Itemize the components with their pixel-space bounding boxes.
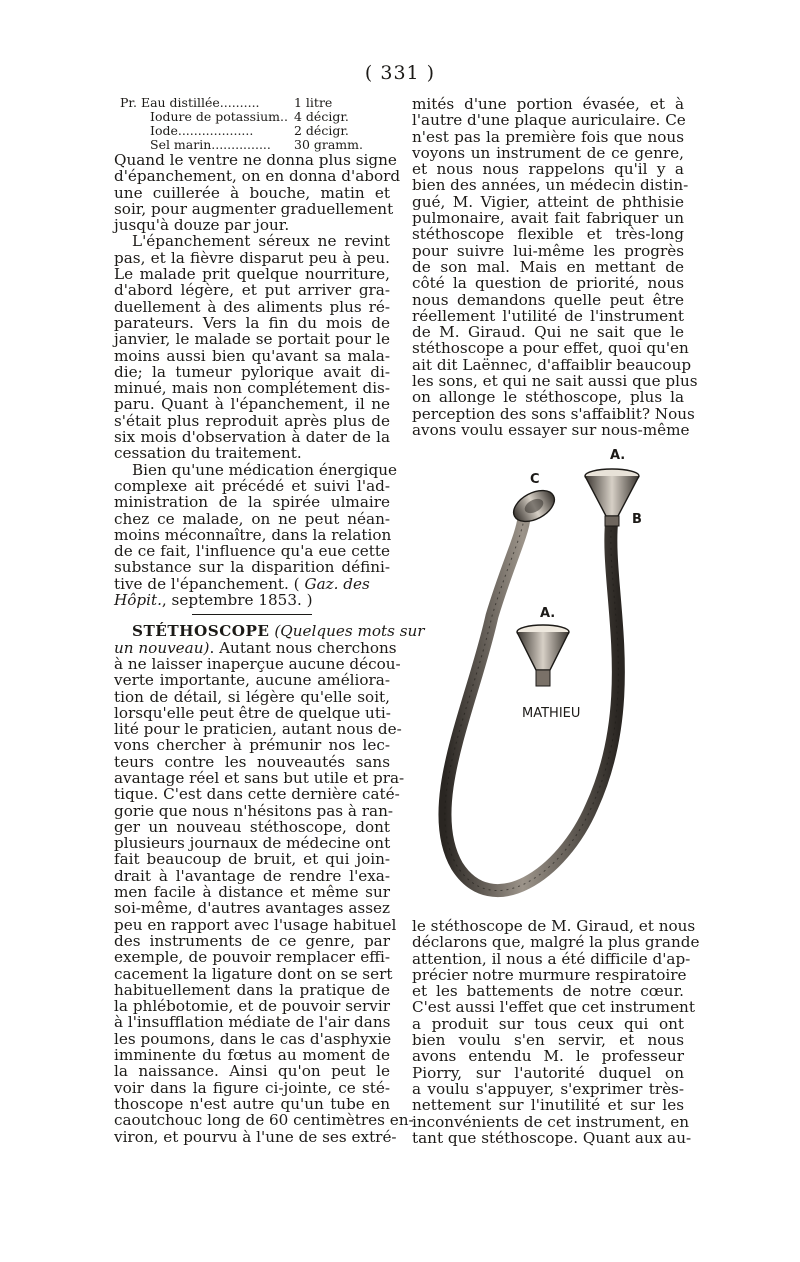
text-line: a voulu s'appuyer, s'exprimer très- xyxy=(412,1079,684,1098)
stetho-second-line xyxy=(114,638,397,657)
text-line: L'épanchement séreux ne revint xyxy=(132,232,390,251)
text-line: Piorry, sur l'autorité duquel on xyxy=(412,1063,684,1082)
text-line: stéthoscope flexible et très-long xyxy=(412,225,684,244)
paragraph-epanchement xyxy=(114,151,401,235)
page-number: ( 331 ) xyxy=(364,62,436,84)
text-line: les poumons, dans le cas d'asphyxie xyxy=(114,1029,392,1048)
label-b: B xyxy=(632,512,642,527)
text-line: tique. C'est dans cette dernière caté- xyxy=(114,785,400,804)
left-column xyxy=(114,95,425,1146)
funnel-top xyxy=(585,476,639,516)
text-line: gué, M. Vigier, atteint de phthisie xyxy=(412,192,684,211)
stetho-heading-line xyxy=(114,622,425,641)
text-line: Quand le ventre ne donna plus signe xyxy=(114,151,397,169)
prescription-row xyxy=(116,110,390,124)
text-line: d'abord légère, et put arriver gra- xyxy=(114,281,390,300)
maker-mark: MATHIEU xyxy=(522,706,581,721)
text-line: voir dans la figure ci-jointe, ce sté- xyxy=(114,1078,390,1097)
text-line: Le malade prit quelque nourriture, xyxy=(114,265,390,284)
text-line: et les battements de notre cœur. xyxy=(412,982,684,1001)
text-line: l'autre d'une plaque auriculaire. Ce xyxy=(412,111,686,130)
text-line: à l'insufflation médiate de l'air dans xyxy=(114,1013,391,1032)
section-subtitle-2: un nouveau) xyxy=(114,638,210,657)
paragraph-evolution xyxy=(114,233,390,461)
text-line: perception des sons s'affaiblit? Nous xyxy=(412,404,695,423)
text-line: de ce fait, l'influence qu'a eue cette xyxy=(114,542,390,561)
text-line: viron, et pourvu à l'une de ses extré- xyxy=(114,1127,397,1146)
section-heading: STÉTHOSCOPE xyxy=(132,622,270,641)
text-line: pulmonaire, avait fait fabriquer un xyxy=(412,209,684,228)
text-line: substance sur la disparition défini- xyxy=(114,558,390,577)
text-line: nous demandons quelle peut être xyxy=(412,290,684,309)
stethoscope-figure xyxy=(412,446,682,916)
rubber-tube xyxy=(445,518,618,891)
text-line: à ne laisser inaperçue aucune décou- xyxy=(114,654,401,673)
text-line: tion de détail, si légère qu'elle soit, xyxy=(114,687,390,706)
paragraph-stethoscope xyxy=(114,622,425,1146)
text-line: duellement à des aliments plus ré- xyxy=(114,297,390,316)
text-line: a produit sur tous ceux qui ont xyxy=(412,1014,684,1033)
text-line: voyons un instrument de ce genre, xyxy=(412,143,684,162)
prescription-row xyxy=(116,138,390,152)
ingredient: Sel marin............... xyxy=(150,137,271,152)
dose: 1 litre xyxy=(294,95,333,110)
section-subtitle: (Quelques mots sur xyxy=(274,622,425,641)
text-line: avantage réel et sans but utile et pra- xyxy=(114,768,405,787)
text-line: des instruments de ce genre, par xyxy=(114,931,390,950)
text-line: d'épanchement, on en donna d'abord xyxy=(114,167,401,186)
text-line: fait beaucoup de bruit, et qui join- xyxy=(114,850,390,869)
right-column-bottom xyxy=(412,917,700,1147)
text-line: lité pour le praticien, autant nous de- xyxy=(114,720,402,739)
text-line: réellement l'utilité de l'instrument xyxy=(412,306,684,325)
text-line: inconvénients de cet instrument, en xyxy=(412,1112,690,1131)
text-line: caoutchouc long de 60 centimètres en- xyxy=(114,1111,414,1130)
text-line: paru. Quant à l'épanchement, il ne xyxy=(114,395,390,414)
text-line: men facile à distance et même sur xyxy=(114,883,390,902)
prescription-row xyxy=(116,96,390,110)
text-line: Bien qu'une médication énergique xyxy=(132,460,398,479)
prescription-row xyxy=(116,124,390,138)
text-line: le stéthoscope de M. Giraud, et nous xyxy=(412,917,696,935)
text-line: côté la question de priorité, nous xyxy=(412,274,684,293)
text-line: moins méconnaître, dans la relation xyxy=(114,525,392,544)
text-line: cessation du traitement. xyxy=(114,444,302,463)
text-line: verte importante, aucune améliora- xyxy=(114,671,390,690)
citation-date: , septembre 1853. ) xyxy=(161,591,313,610)
text-line: avons voulu essayer sur nous-même xyxy=(412,420,690,439)
text-line: six mois d'observation à dater de la xyxy=(114,428,390,447)
text-line: ministration de la spirée ulmaire xyxy=(114,493,390,512)
text-line: bien voulu s'en servir, et nous xyxy=(412,1031,684,1050)
text-line: la naissance. Ainsi qu'on peut le xyxy=(114,1062,390,1081)
text-line: gorie que nous n'hésitons pas à ran- xyxy=(114,801,393,820)
text-line: parateurs. Vers la fin du mois de xyxy=(114,313,390,332)
text-line: soi-même, d'autres avantages assez xyxy=(114,899,390,918)
text-line: C'est aussi l'effet que cet instrument xyxy=(412,998,695,1017)
label-a-mid: A. xyxy=(540,606,556,621)
text-line: thoscope n'est autre qu'un tube en xyxy=(114,1094,390,1113)
text-line: de M. Giraud. Qui ne sait que le xyxy=(412,323,684,342)
text-line: pour suivre lui-même les progrès xyxy=(412,241,684,260)
text-line: drait à l'avantage de rendre l'exa- xyxy=(114,866,390,885)
text-line: stéthoscope a pour effet, quoi qu'en xyxy=(412,339,689,358)
text-line: on allonge le stéthoscope, plus la xyxy=(412,388,684,407)
text-line: avons entendu M. le professeur xyxy=(412,1047,684,1066)
text-line: janvier, le malade se portait pour le xyxy=(114,330,390,349)
text-line: cacement la ligature dont on se sert xyxy=(114,964,393,983)
text-line: teurs contre les nouveautés sans xyxy=(114,752,390,771)
text-line: pas, et la fièvre disparut peu à peu. xyxy=(114,248,390,267)
citation-journal: Gaz. des xyxy=(304,574,370,593)
dose: 30 gramm. xyxy=(294,137,363,152)
text-line: lorsqu'elle peut être de quelque uti- xyxy=(114,703,391,722)
text-line: déclarons que, malgré la plus grande xyxy=(412,933,700,952)
text-line: ait dit Laënnec, d'affaiblir beaucoup xyxy=(412,355,692,374)
ingredient: Iode................... xyxy=(150,123,254,138)
section-divider xyxy=(192,614,312,615)
ingredient: Iodure de potassium.. xyxy=(150,109,288,124)
right-column-top xyxy=(412,95,698,439)
dose: 4 décigr. xyxy=(294,109,349,124)
dose: 2 décigr. xyxy=(294,123,349,138)
paragraph-medication xyxy=(114,460,398,610)
text-line: jusqu'à douze par jour. xyxy=(114,216,290,235)
text-line: habituellement dans la pratique de xyxy=(114,980,390,999)
text-line: tant que stéthoscope. Quant aux au- xyxy=(412,1128,692,1147)
label-a-top: A. xyxy=(610,448,626,463)
text-line: mités d'une portion évasée, et à xyxy=(412,95,684,113)
text-line: chez ce malade, on ne peut néan- xyxy=(114,509,390,528)
text-line: attention, il nous a été difficile d'ap- xyxy=(412,949,691,968)
text-line: plusieurs journaux de médecine ont xyxy=(114,834,391,853)
text-line xyxy=(114,592,390,608)
text-line: de son mal. Mais en mettant de xyxy=(412,257,684,276)
text-line: précier notre murmure respiratoire xyxy=(412,965,687,984)
text-line: vons chercher à prémunir nos lec- xyxy=(114,736,390,755)
text-fragment: tive de l'épanchement. ( xyxy=(114,574,300,593)
ingredient: Pr. Eau distillée.......... xyxy=(120,95,260,110)
text-line: peu en rapport avec l'usage habituel xyxy=(114,915,397,934)
citation-journal-2: Hôpit. xyxy=(114,591,162,610)
text-line: et nous nous rappelons qu'il y a xyxy=(412,160,684,179)
text-line: imminente du fœtus au moment de xyxy=(114,1046,390,1065)
text-line xyxy=(114,576,390,592)
text-line: les sons, et qui ne sait aussi que plus xyxy=(412,372,698,391)
text-line: moins aussi bien qu'avant sa mala- xyxy=(114,346,390,365)
text-line: . Autant nous cherchons xyxy=(209,638,397,657)
text-line: die; la tumeur pylorique avait di- xyxy=(114,362,390,381)
label-c: C xyxy=(530,472,540,487)
funnel-spare xyxy=(517,632,569,670)
text-line: une cuillerée à bouche, matin et xyxy=(114,183,390,202)
text-line: minué, mais non complétement dis- xyxy=(114,379,390,398)
text-line: n'est pas la première fois que nous xyxy=(412,127,684,146)
prescription xyxy=(116,96,390,152)
text-line: soir, pour augmenter graduellement xyxy=(114,199,394,218)
text-line: bien des années, un médecin distin- xyxy=(412,176,689,195)
text-line: complexe ait précédé et suivi l'ad- xyxy=(114,476,390,495)
text-line: s'était plus reproduit après plus de xyxy=(114,411,390,430)
text-line: exemple, de pouvoir remplacer effi- xyxy=(114,948,390,967)
text-line: la phlébotomie, et de pouvoir servir xyxy=(114,997,390,1016)
text-line: ger un nouveau stéthoscope, dont xyxy=(114,817,390,836)
text-line: nettement sur l'inutilité et sur les xyxy=(412,1096,684,1115)
